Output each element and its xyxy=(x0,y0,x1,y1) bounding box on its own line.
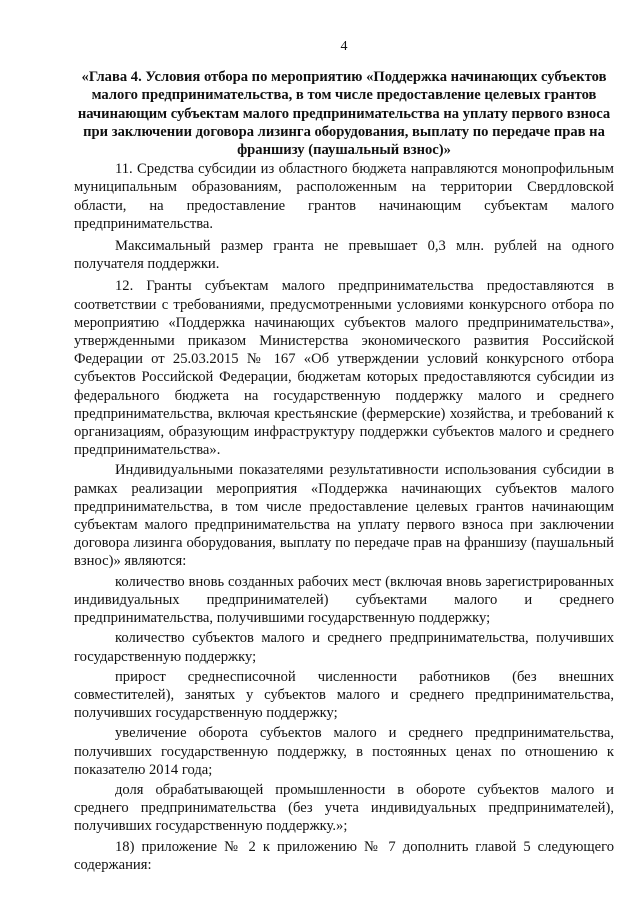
paragraph-max-grant: Максимальный размер гранта не превышает 0,3 млн. рублей на одного получателя поддержки. xyxy=(74,238,614,273)
chapter-title: «Глава 4. Условия отбора по мероприятию «Поддержка начинающих субъектов малого предпринимательства, в том числе предоставление целевых грантов начинающим субъектам малого предпринимательства на уплату первого взноса при заключении договора лизинга оборудования, выплату по передаче прав на франшизу (паушальный взнос)» xyxy=(77,69,611,159)
paragraph-12: 12. Гранты субъектам малого предпринимательства предоставляются в соответствии с требованиями, предусмотренными условиями конкурсного отбора по мероприятию «Поддержка начинающих субъектов малого предпринимательства», утвержденными приказом Министерства экономического развития Российской Федерации от 25.03.2015 № 167 «Об утверждении условий конкурсного отбора субъектов Российской Федерации, бюджетам которых предоставляются субсидии из федерального бюджета на государственную поддержку малого и среднего предпринимательства, включая крестьянские (фермерские) хозяйства, и требований к организациям, образующим инфраструктуру поддержки субъектов малого и среднего предпринимательства». xyxy=(74,278,614,459)
indicator-headcount-growth: прирост среднесписочной численности работников (без внешних совместителей), занятых у субъектов малого и среднего предпринимательства, получивших государственную поддержку; xyxy=(74,668,614,722)
paragraph-indicators-intro: Индивидуальными показателями результативности использования субсидии в рамках реализации мероприятия «Поддержка начинающих субъектов малого предпринимательства, в том числе предоставление целевых грантов начинающим субъектам малого предпринимательства на уплату первого взноса при заключении договора лизинга оборудования, выплату по передаче прав на франшизу (паушальный взнос)» являются: xyxy=(74,462,614,570)
page-number: 4 xyxy=(340,39,348,54)
indicator-manufacturing-share: доля обрабатывающей промышленности в обороте субъектов малого и среднего предпринимательства (без учета индивидуальных предпринимателей), получивших государственную поддержку.»; xyxy=(74,781,614,835)
indicator-new-jobs: количество вновь созданных рабочих мест (включая вновь зарегистрированных индивидуальных предпринимателей) субъектами малого и среднего предпринимательства, получившими государственную поддержку; xyxy=(74,573,614,627)
paragraph-11: 11. Средства субсидии из областного бюджета направляются монопрофильным муниципальным образованиям, расположенным на территории Свердловской области, на предоставление грантов начинающим субъектам малого предпринимательства. xyxy=(74,161,614,232)
paragraph-18: 18) приложение № 2 к приложению № 7 дополнить главой 5 следующего содержания: xyxy=(74,838,614,873)
indicator-supported-entities: количество субъектов малого и среднего предпринимательства, получивших государственную поддержку; xyxy=(74,630,614,665)
indicator-turnover-increase: увеличение оборота субъектов малого и среднего предпринимательства, получивших государственную поддержку, в постоянных ценах по отношению к показателю 2014 года; xyxy=(74,725,614,778)
